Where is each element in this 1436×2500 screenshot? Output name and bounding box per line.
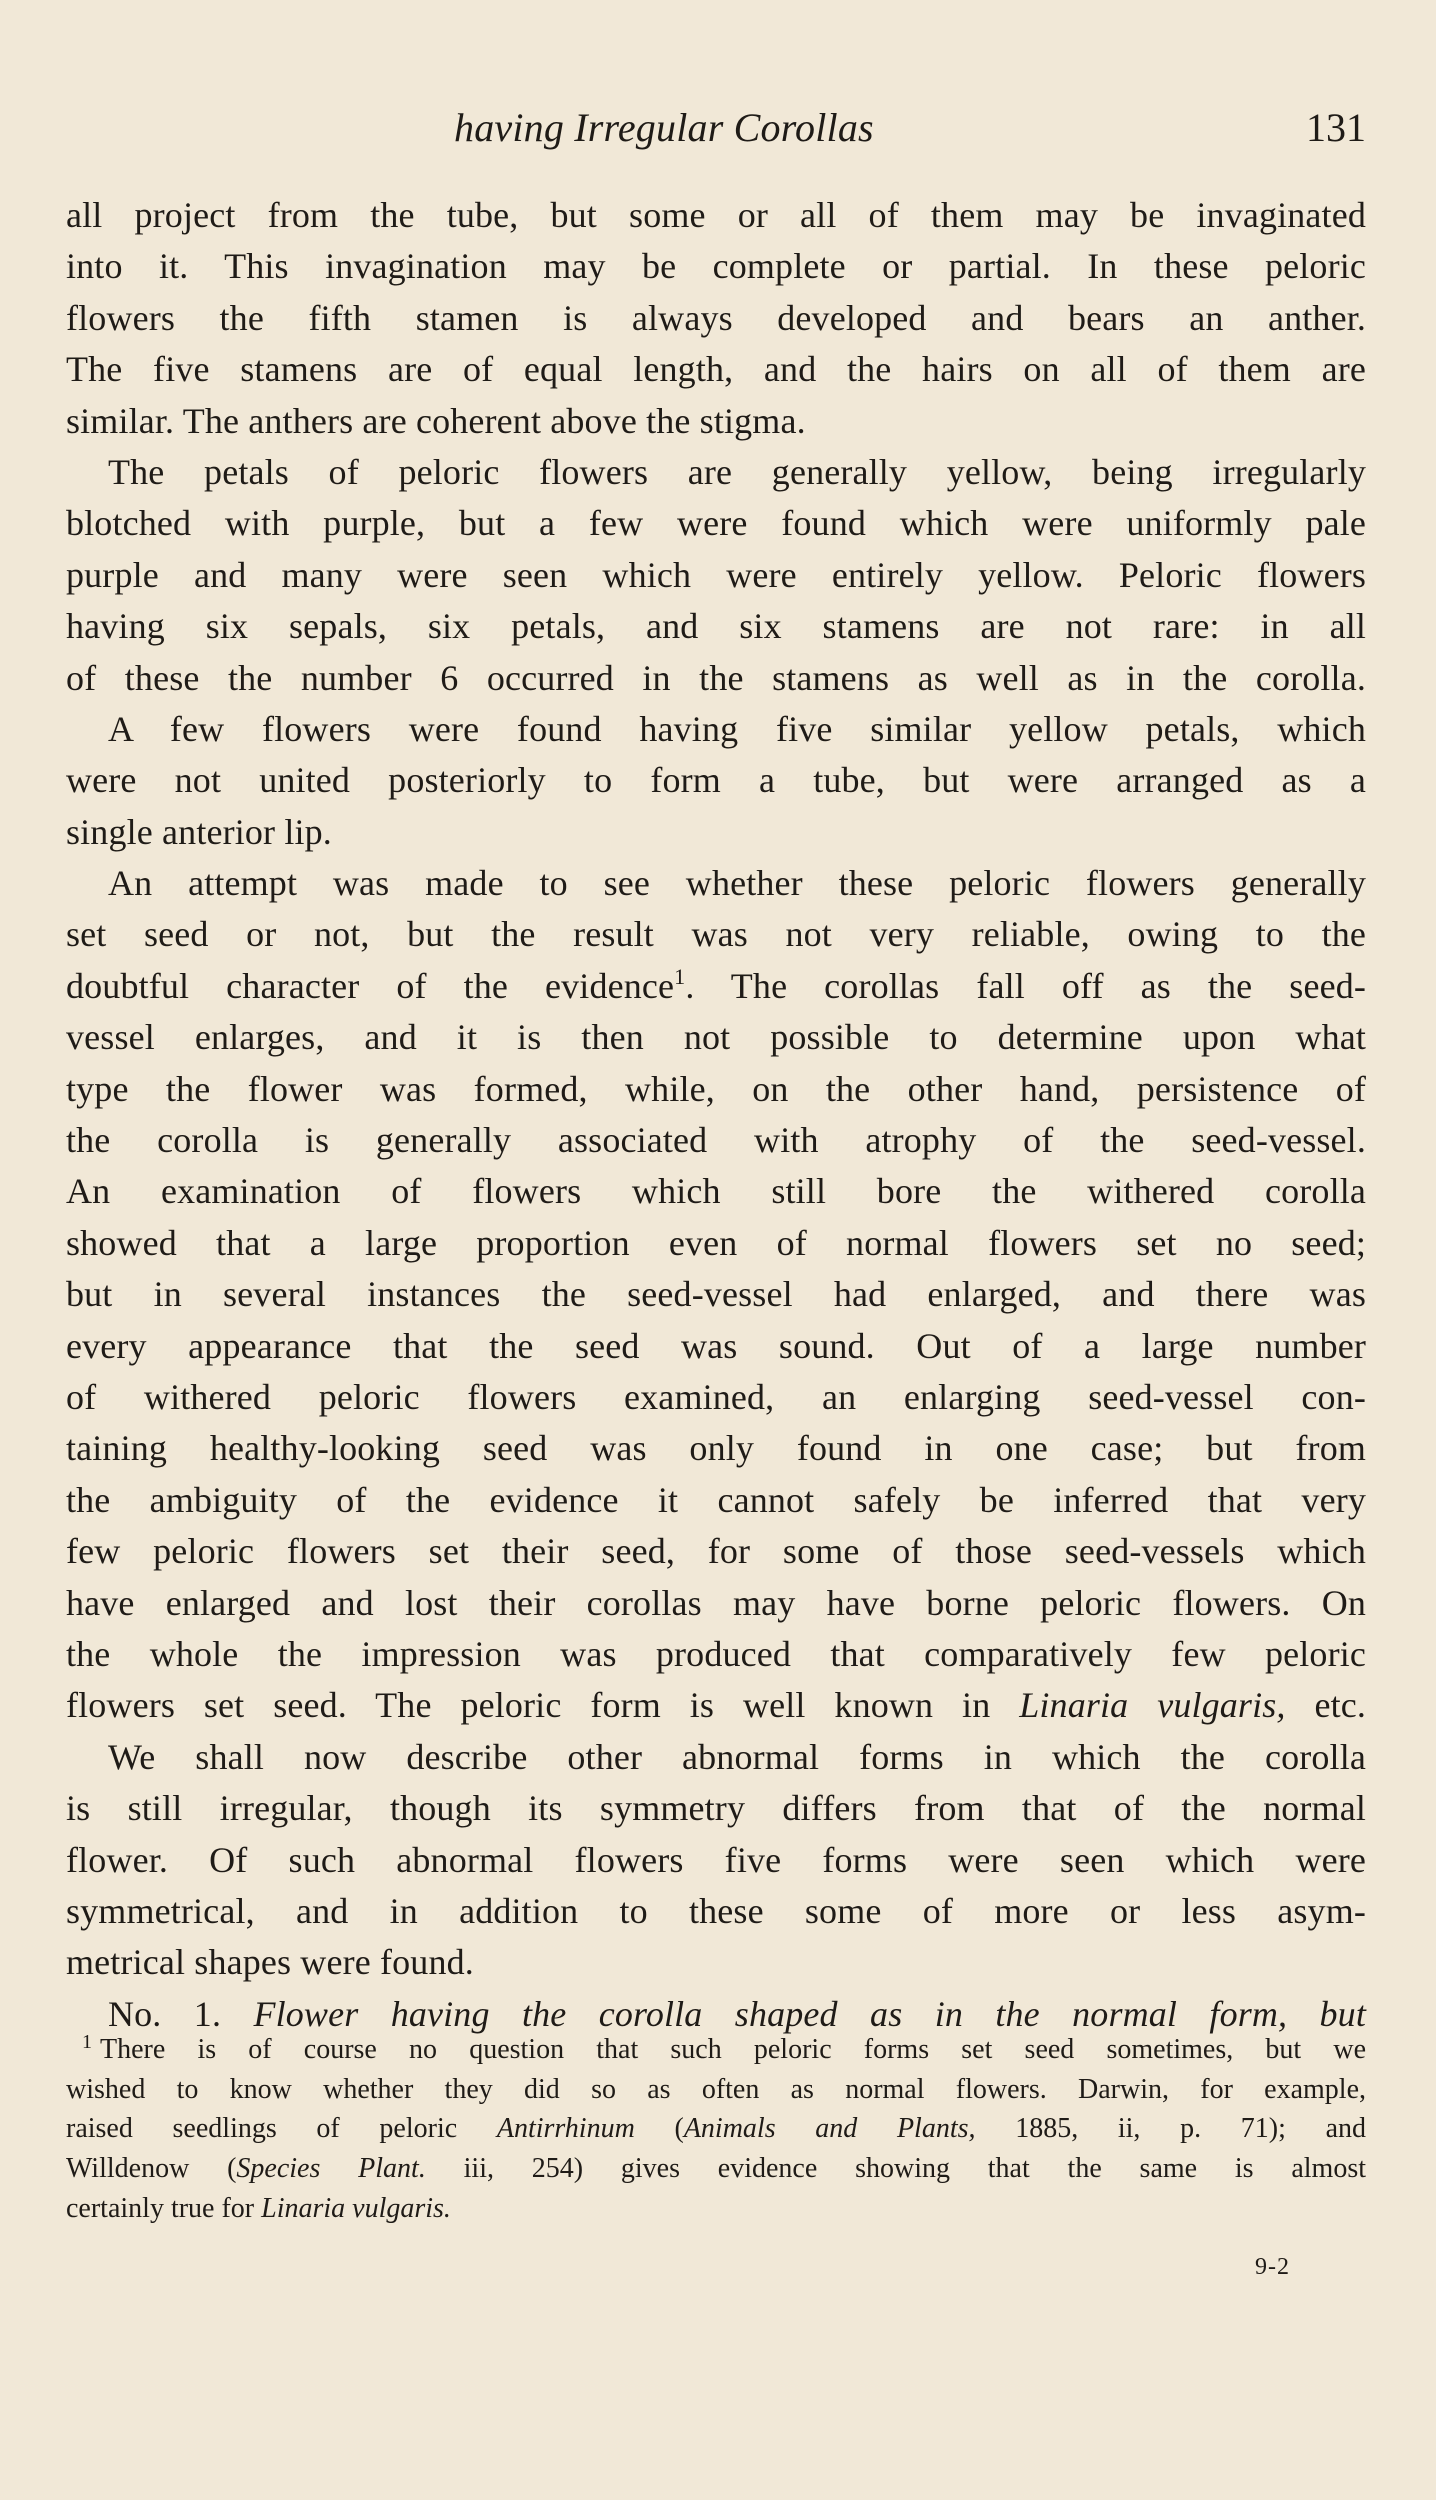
footnote-text: There is of course no question that such peloric forms set seed sometimes, but we [100,2034,1366,2065]
footnote-text: Willdenow ( [66,2153,237,2185]
line-text: doubtful character of the evidence [66,965,675,1006]
text-line: the corolla is generally associated with atrophy of the seed-vessel. [66,1120,1366,1161]
text-line: into it. This invagination may be complete or partial. In these peloric [66,246,1366,287]
text-line: few peloric flowers set their seed, for some of those seed-vessels which [66,1531,1366,1572]
text-line: is still irregular, though its symmetry differs from that of the normal [66,1788,1366,1829]
footnote-text: 1885, ii, p. 71); and [975,2113,1367,2145]
text-line: The five stamens are of equal length, and the hairs on all of them are [66,349,1366,390]
citation-title: Species Plant. [236,2153,426,2185]
body-text [66,190,1366,2040]
text-line: metrical shapes were found. [66,1942,474,1983]
text-line: We shall now describe other abnormal forms in which the corolla [108,1736,1366,1777]
text-line: but in several instances the seed-vessel had enlarged, and there was [66,1274,1366,1315]
text-line: single anterior lip. [66,811,332,852]
text-line: having six sepals, six petals, and six stamens are not rare: in all [66,606,1366,647]
footnote-text: ( [634,2113,684,2145]
text-line: similar. The anthers are coherent above the stigma. [66,400,806,441]
text-line [66,961,1366,1012]
footnote-line [66,2149,1366,2189]
footnote-mark: 1 [82,2031,92,2053]
text-line: blotched with purple, but a few were found which were uniformly pale [66,503,1366,544]
text-line: taining healthy-looking seed was only found in one case; but from [66,1428,1366,1469]
line-text: flowers set seed. The peloric form is well known in [66,1685,1020,1726]
text-line: flower. Of such abnormal flowers five forms were seen which were [66,1839,1366,1880]
footnote-reference: 1 [674,963,686,989]
citation-title: Antirrhinum [496,2113,635,2145]
footnote-line [66,2030,1366,2070]
footnote-line [66,2189,1366,2229]
text-line: An attempt was made to see whether these peloric flowers generally [108,863,1366,904]
text-line: every appearance that the seed was sound. Out of a large number [66,1325,1366,1366]
footnote-text: raised seedlings of peloric [66,2113,497,2145]
text-line: have enlarged and lost their corollas may have borne peloric flowers. On [66,1582,1366,1623]
text-line: of withered peloric flowers examined, an enlarging seed-vessel con- [66,1376,1366,1417]
text-line: showed that a large proportion even of normal flowers set no seed; [66,1222,1366,1263]
text-line: purple and many were seen which were entirely yellow. Peloric flowers [66,554,1366,595]
line-text: No. 1. [108,1993,254,2034]
footnotes [66,2030,1366,2228]
page-number: 131 [1306,105,1366,150]
citation-title: Animals and Plants, [683,2113,976,2145]
text-line: of these the number 6 occurred in the stamens as well as in the corolla. [66,657,1366,698]
line-text: . The corollas fall off as the seed- [685,965,1366,1006]
section-heading: Flower having the corolla shaped as in the normal form, but [253,1993,1366,2034]
text-line: flowers the fifth stamen is always developed and bears an anther. [66,297,1366,338]
text-line: set seed or not, but the result was not very reliable, owing to the [66,914,1366,955]
text-line [66,1680,1366,1731]
footnote-text: certainly true for [66,2192,262,2224]
text-line: symmetrical, and in addition to these some of more or less asym- [66,1890,1366,1931]
species-name: Linaria vulgaris. [261,2192,451,2224]
running-title: having Irregular Corollas [454,105,874,150]
text-line: type the flower was formed, while, on the other hand, persistence of [66,1068,1366,1109]
text-line: the ambiguity of the evidence it cannot safely be inferred that very [66,1479,1366,1520]
text-line: the whole the impression was produced that comparatively few peloric [66,1633,1366,1674]
footnote-text: iii, 254) gives evidence showing that the same is almost [425,2153,1367,2185]
text-line: An examination of flowers which still bore the withered corolla [66,1171,1366,1212]
line-text: etc. [1285,1685,1366,1726]
text-line: The petals of peloric flowers are generally yellow, being irregularly [108,451,1366,492]
text-line: were not united posteriorly to form a tube, but were arranged as a [66,760,1366,801]
text-line: vessel enlarges, and it is then not possible to determine upon what [66,1017,1366,1058]
text-line: A few flowers were found having five similar yellow petals, which [108,708,1366,749]
running-head [66,104,1366,164]
species-name: Linaria vulgaris, [1019,1685,1286,1726]
signature-mark: 9-2 [1255,2254,1290,2280]
text-line: all project from the tube, but some or all of them may be invaginated [66,195,1366,235]
footnote-line: wished to know whether they did so as often as normal flowers. Darwin, for example, [66,2073,1366,2105]
footnote-line [66,2109,1366,2149]
